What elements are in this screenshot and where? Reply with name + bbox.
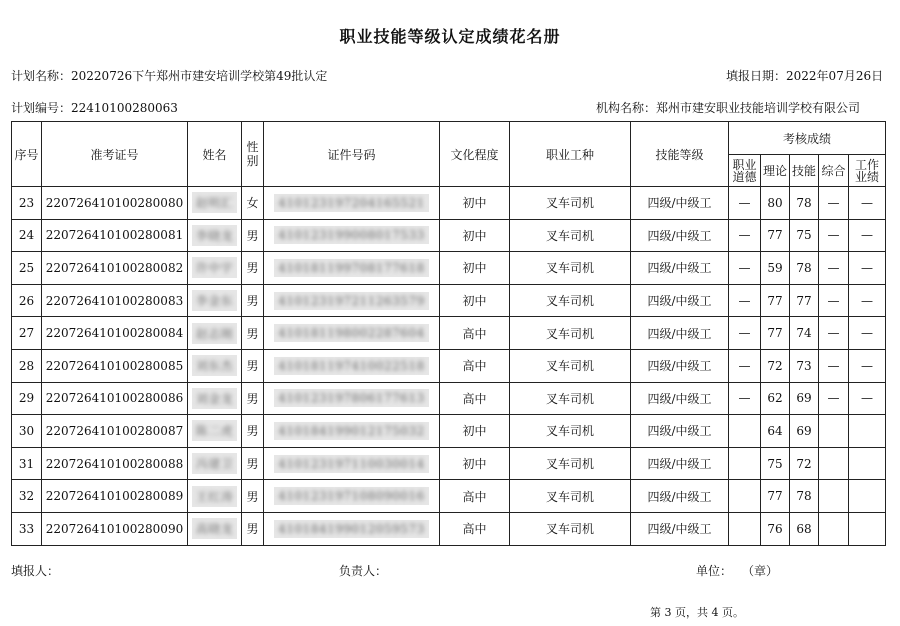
cell-work [849, 415, 886, 448]
plan-no: 22410100280063 [71, 101, 178, 115]
cell-exam-no: 220726410100280088 [42, 447, 188, 480]
cell-name-text: 王红涛 [195, 489, 234, 504]
cell-id-no [264, 512, 440, 545]
cell-id-no-redacted [274, 357, 428, 375]
cell-work: — [849, 349, 886, 382]
org-label: 机构名称： [596, 101, 657, 115]
cell-skill: 74 [790, 317, 819, 350]
cell-ethics: — [729, 382, 761, 415]
plan-no-label: 计划编号： [11, 101, 72, 115]
cell-skill: 78 [790, 252, 819, 285]
cell-id-no-redacted [274, 194, 428, 212]
header-comprehensive: 综合 [819, 155, 849, 187]
cell-occupation: 叉车司机 [510, 252, 631, 285]
header-work-label: 工作业绩 [855, 157, 880, 184]
cell-education: 初中 [440, 415, 510, 448]
cell-name-redacted [192, 323, 238, 344]
cell-work: — [849, 187, 886, 220]
cell-name [188, 252, 242, 285]
cell-name-text: 刘金龙 [195, 391, 234, 406]
report-date-line [726, 67, 883, 84]
cell-id-no [264, 480, 440, 513]
cell-work [849, 512, 886, 545]
cell-name [188, 349, 242, 382]
cell-occupation: 叉车司机 [510, 415, 631, 448]
cell-theory: 64 [761, 415, 790, 448]
cell-education: 初中 [440, 447, 510, 480]
cell-work [849, 480, 886, 513]
table-row [12, 349, 886, 382]
cell-name-text: 李晓龙 [195, 228, 234, 243]
table-row [12, 187, 886, 220]
cell-level: 四级/中级工 [631, 219, 729, 252]
cell-name [188, 382, 242, 415]
cell-id-no-redacted [274, 324, 428, 342]
plan-name: 20220726下午郑州市建安培训学校第49批认定 [71, 69, 328, 83]
table-row [12, 512, 886, 545]
cell-name [188, 187, 242, 220]
cell-id-no-text: 410181197410022518 [278, 358, 425, 373]
cell-id-no-text: 410123197204165521 [278, 195, 425, 210]
cell-ethics [729, 480, 761, 513]
org-line [596, 99, 860, 116]
cell-level: 四级/中级工 [631, 317, 729, 350]
cell-theory: 80 [761, 187, 790, 220]
cell-id-no-text: 410123199008017533 [278, 228, 425, 243]
cell-name [188, 512, 242, 545]
header-education: 文化程度 [440, 122, 510, 187]
cell-education: 初中 [440, 219, 510, 252]
cell-work: — [849, 382, 886, 415]
header-theory: 理论 [761, 155, 790, 187]
header-name: 姓名 [188, 122, 242, 187]
cell-name-redacted [192, 257, 238, 278]
cell-comprehensive [819, 480, 849, 513]
cell-occupation: 叉车司机 [510, 187, 631, 220]
cell-name-redacted [192, 420, 238, 441]
filler-label: 填报人： [11, 564, 60, 578]
cell-ethics: — [729, 284, 761, 317]
cell-seq: 25 [12, 252, 42, 285]
cell-level: 四级/中级工 [631, 284, 729, 317]
cell-level: 四级/中级工 [631, 187, 729, 220]
table-row [12, 447, 886, 480]
cell-seq: 32 [12, 480, 42, 513]
header-ethics [729, 155, 761, 187]
cell-name-text: 李金东 [195, 294, 234, 309]
cell-id-no-text: 410123197108090016 [278, 489, 425, 504]
cell-ethics: — [729, 349, 761, 382]
cell-skill: 78 [790, 187, 819, 220]
header-occupation: 职业工种 [510, 122, 631, 187]
cell-id-no-text: 410181198002287604 [278, 326, 425, 341]
seal-label: （章） [742, 564, 779, 578]
cell-occupation: 叉车司机 [510, 284, 631, 317]
cell-gender: 男 [242, 512, 264, 545]
cell-id-no [264, 252, 440, 285]
table-row [12, 415, 886, 448]
cell-comprehensive: — [819, 284, 849, 317]
cell-id-no [264, 187, 440, 220]
cell-id-no [264, 317, 440, 350]
cell-education: 高中 [440, 349, 510, 382]
table-row [12, 382, 886, 415]
cell-id-no-text: 410123197806177613 [278, 391, 425, 406]
cell-name [188, 447, 242, 480]
cell-name-text: 刘东杰 [195, 359, 234, 374]
cell-skill: 77 [790, 284, 819, 317]
cell-name-redacted [192, 388, 238, 409]
cell-work [849, 447, 886, 480]
cell-theory: 77 [761, 219, 790, 252]
score-roster-table [11, 121, 886, 546]
cell-name [188, 219, 242, 252]
cell-skill: 69 [790, 415, 819, 448]
cell-ethics: — [729, 187, 761, 220]
table-row [12, 480, 886, 513]
cell-comprehensive [819, 512, 849, 545]
table-row [12, 219, 886, 252]
cell-id-no-redacted [274, 422, 428, 440]
cell-theory: 76 [761, 512, 790, 545]
cell-seq: 24 [12, 219, 42, 252]
cell-comprehensive [819, 415, 849, 448]
cell-theory: 75 [761, 447, 790, 480]
cell-name-text: 高晓龙 [195, 522, 234, 537]
report-date: 2022年07月26日 [786, 69, 884, 83]
unit-line [696, 562, 778, 579]
cell-name-text: 陈二虎 [195, 424, 234, 439]
document-title: 职业技能等级认定成绩花名册 [339, 27, 561, 46]
cell-name [188, 480, 242, 513]
cell-theory: 59 [761, 252, 790, 285]
cell-id-no-redacted [274, 226, 428, 244]
cell-name [188, 317, 242, 350]
cell-occupation: 叉车司机 [510, 480, 631, 513]
cell-gender: 男 [242, 480, 264, 513]
cell-level: 四级/中级工 [631, 349, 729, 382]
cell-comprehensive: — [819, 382, 849, 415]
cell-id-no-text: 410184199012059573 [278, 521, 425, 536]
cell-education: 高中 [440, 317, 510, 350]
cell-id-no-redacted [274, 455, 428, 473]
unit-label: 单位： [696, 564, 733, 578]
cell-id-no [264, 219, 440, 252]
cell-exam-no: 220726410100280086 [42, 382, 188, 415]
cell-id-no-text: 410123197211263579 [278, 293, 425, 308]
cell-name-redacted [192, 453, 238, 474]
cell-id-no-text: 410123197110030014 [278, 456, 425, 471]
cell-level: 四级/中级工 [631, 252, 729, 285]
cell-occupation: 叉车司机 [510, 349, 631, 382]
header-scores: 考核成绩 [729, 122, 886, 155]
cell-education: 高中 [440, 480, 510, 513]
report-date-label: 填报日期： [726, 69, 787, 83]
cell-name-text: 许中宇 [195, 261, 234, 276]
cell-seq: 30 [12, 415, 42, 448]
page-indicator: 第 3 页，共 4 页。 [650, 606, 744, 619]
cell-id-no-redacted [274, 520, 428, 538]
cell-name [188, 284, 242, 317]
cell-level: 四级/中级工 [631, 480, 729, 513]
cell-ethics: — [729, 219, 761, 252]
cell-work: — [849, 219, 886, 252]
cell-education: 初中 [440, 284, 510, 317]
cell-seq: 23 [12, 187, 42, 220]
cell-seq: 27 [12, 317, 42, 350]
table-row [12, 252, 886, 285]
cell-gender: 女 [242, 187, 264, 220]
cell-comprehensive [819, 447, 849, 480]
cell-exam-no: 220726410100280085 [42, 349, 188, 382]
cell-skill: 69 [790, 382, 819, 415]
header-skill: 技能 [790, 155, 819, 187]
cell-theory: 77 [761, 480, 790, 513]
cell-exam-no: 220726410100280082 [42, 252, 188, 285]
header-ethics-label: 职业道德 [732, 157, 757, 184]
cell-exam-no: 220726410100280084 [42, 317, 188, 350]
cell-ethics [729, 512, 761, 545]
cell-gender: 男 [242, 447, 264, 480]
cell-id-no [264, 349, 440, 382]
cell-level: 四级/中级工 [631, 415, 729, 448]
cell-seq: 29 [12, 382, 42, 415]
cell-level: 四级/中级工 [631, 512, 729, 545]
cell-education: 高中 [440, 382, 510, 415]
table-row [12, 284, 886, 317]
cell-gender: 男 [242, 317, 264, 350]
cell-skill: 75 [790, 219, 819, 252]
cell-occupation: 叉车司机 [510, 447, 631, 480]
cell-work: — [849, 317, 886, 350]
cell-work: — [849, 284, 886, 317]
cell-skill: 72 [790, 447, 819, 480]
cell-exam-no: 220726410100280089 [42, 480, 188, 513]
cell-id-no [264, 382, 440, 415]
cell-name-redacted [192, 290, 238, 311]
cell-id-no-text: 410181199708177618 [278, 260, 425, 275]
cell-id-no-text: 410184199012175032 [278, 423, 425, 438]
cell-seq: 33 [12, 512, 42, 545]
header-work [849, 155, 886, 187]
cell-skill: 73 [790, 349, 819, 382]
cell-exam-no: 220726410100280090 [42, 512, 188, 545]
cell-theory: 62 [761, 382, 790, 415]
cell-name-text: 赵明汇 [195, 196, 234, 211]
cell-work: — [849, 252, 886, 285]
cell-name-text: 赵志刚 [195, 326, 234, 341]
cell-exam-no: 220726410100280080 [42, 187, 188, 220]
cell-ethics: — [729, 317, 761, 350]
cell-gender: 男 [242, 382, 264, 415]
header-exam-no: 准考证号 [42, 122, 188, 187]
plan-name-label: 计划名称： [11, 69, 72, 83]
header-id-no: 证件号码 [264, 122, 440, 187]
cell-name-text: 冯建卫 [195, 457, 234, 472]
cell-seq: 31 [12, 447, 42, 480]
cell-education: 初中 [440, 252, 510, 285]
cell-theory: 72 [761, 349, 790, 382]
header-gender [242, 122, 264, 187]
cell-ethics [729, 447, 761, 480]
cell-id-no [264, 415, 440, 448]
cell-comprehensive: — [819, 219, 849, 252]
cell-skill: 78 [790, 480, 819, 513]
cell-comprehensive: — [819, 252, 849, 285]
header-seq: 序号 [12, 122, 42, 187]
cell-education: 初中 [440, 187, 510, 220]
cell-gender: 男 [242, 219, 264, 252]
org-name: 郑州市建安职业技能培训学校有限公司 [656, 101, 861, 115]
cell-level: 四级/中级工 [631, 382, 729, 415]
cell-id-no [264, 284, 440, 317]
cell-theory: 77 [761, 317, 790, 350]
cell-occupation: 叉车司机 [510, 382, 631, 415]
cell-gender: 男 [242, 349, 264, 382]
cell-ethics: — [729, 252, 761, 285]
cell-theory: 77 [761, 284, 790, 317]
cell-id-no [264, 447, 440, 480]
cell-id-no-redacted [274, 259, 428, 277]
cell-ethics [729, 415, 761, 448]
cell-gender: 男 [242, 415, 264, 448]
owner-label: 负责人： [339, 564, 388, 578]
cell-level: 四级/中级工 [631, 447, 729, 480]
cell-name-redacted [192, 486, 238, 507]
cell-education: 高中 [440, 512, 510, 545]
cell-seq: 26 [12, 284, 42, 317]
cell-comprehensive: — [819, 317, 849, 350]
cell-exam-no: 220726410100280087 [42, 415, 188, 448]
cell-id-no-redacted [274, 487, 428, 505]
cell-name-redacted [192, 225, 238, 246]
cell-name-redacted [192, 192, 238, 213]
cell-occupation: 叉车司机 [510, 317, 631, 350]
header-gender-label: 性别 [246, 140, 259, 168]
cell-id-no-redacted [274, 389, 428, 407]
cell-name [188, 415, 242, 448]
cell-gender: 男 [242, 284, 264, 317]
cell-occupation: 叉车司机 [510, 512, 631, 545]
plan-name-line [11, 67, 327, 84]
cell-exam-no: 220726410100280081 [42, 219, 188, 252]
cell-exam-no: 220726410100280083 [42, 284, 188, 317]
cell-name-redacted [192, 355, 238, 376]
cell-skill: 68 [790, 512, 819, 545]
cell-comprehensive: — [819, 349, 849, 382]
plan-no-line [11, 99, 178, 116]
cell-seq: 28 [12, 349, 42, 382]
cell-name-redacted [192, 518, 238, 539]
cell-gender: 男 [242, 252, 264, 285]
table-row [12, 317, 886, 350]
cell-comprehensive: — [819, 187, 849, 220]
cell-occupation: 叉车司机 [510, 219, 631, 252]
header-level: 技能等级 [631, 122, 729, 187]
cell-id-no-redacted [274, 292, 428, 310]
